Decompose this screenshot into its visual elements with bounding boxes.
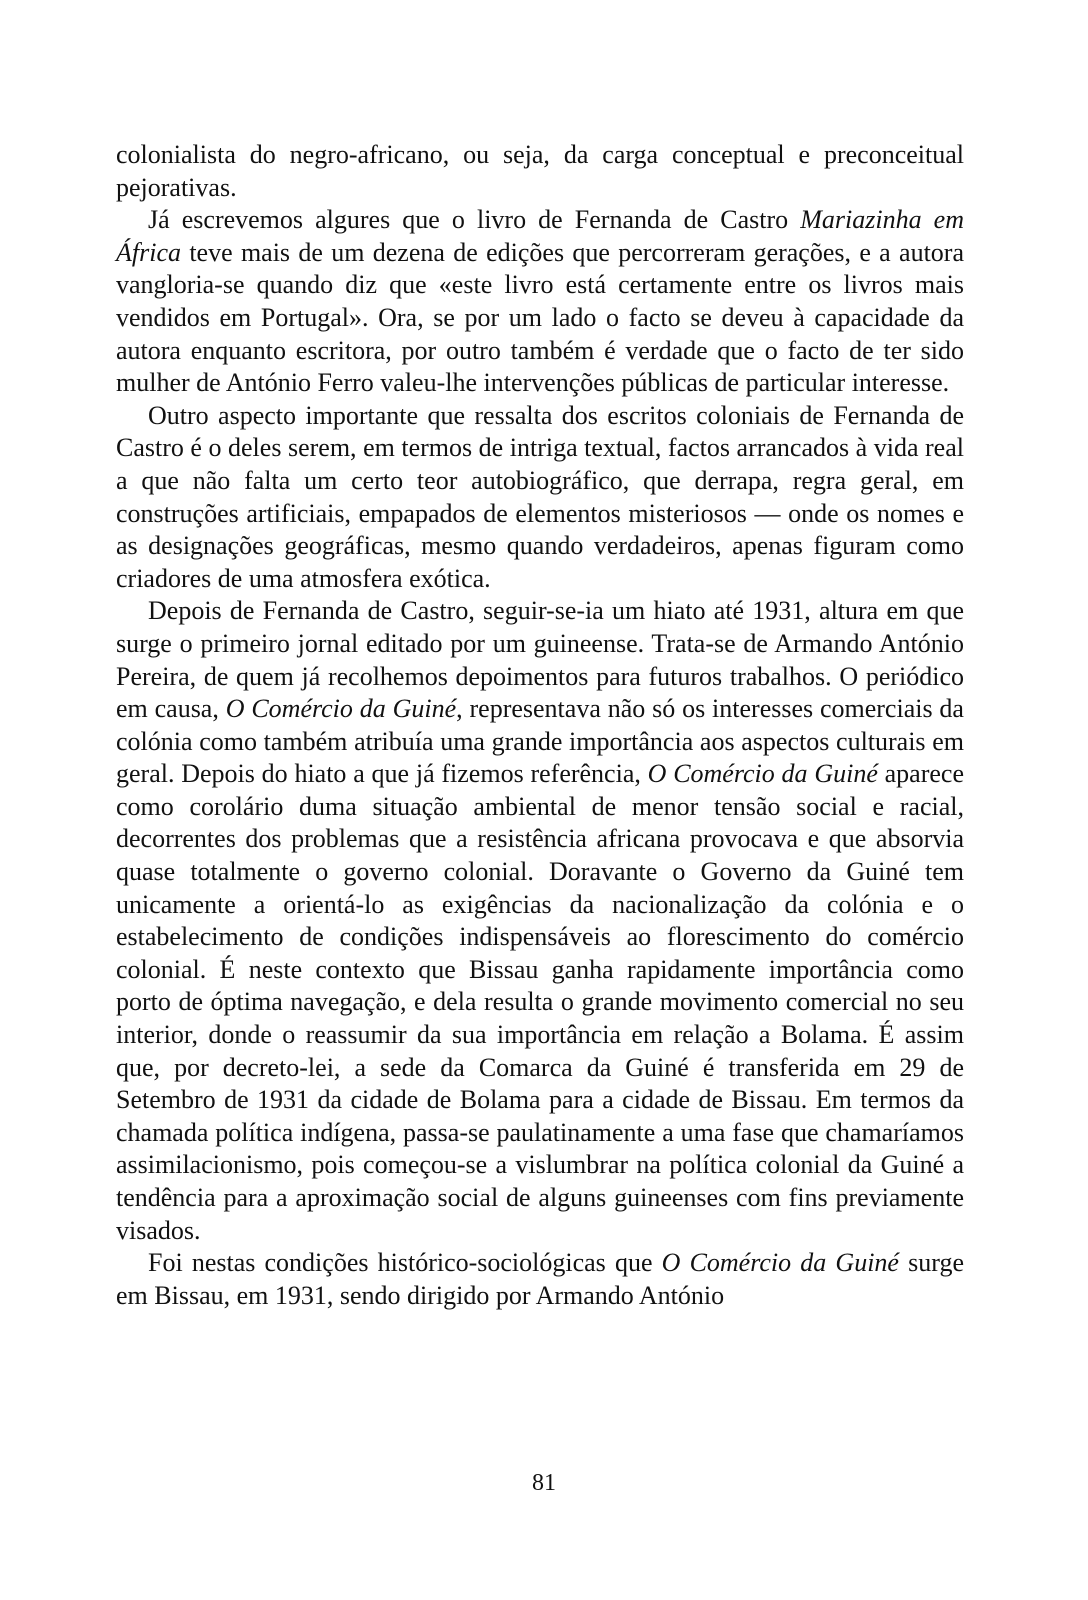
book-title-italic: Mariazinha em África [116,205,964,267]
paragraph-text: Foi nestas condições histórico-sociológicas que [148,1248,662,1278]
paragraph-2 [116,204,964,400]
newspaper-title-italic: O Comércio da Guiné [661,1248,899,1278]
paragraph-text: Já escrevemos algures que o livro de Fernanda de Castro [148,205,801,235]
body-text [116,139,964,1312]
paragraph-text: Depois de Fernanda de Castro, seguir-se-ia um hiato até 1931, altura em que surge o primeiro jornal editado por um guineense. Trata-se de Armando António Pereira, de quem já recolhemos depoimentos para futuros trabalhos. O periódico em causa, [116,596,964,724]
paragraph-text: Outro aspecto importante que ressalta dos escritos coloniais de Fernanda de Castro é o deles serem, em termos de intriga textual, factos arrancados à vida real a que não falta um certo teor autobiográfico, que derrapa, regra geral, em construções artificiais, empapados de elementos misteriosos — onde os nomes e as designações geográficas, mesmo quando verdadeiros, apenas figuram como criadores de uma atmosfera exótica. [116,400,964,593]
page-number: 81 [532,1470,556,1496]
newspaper-title-italic: O Comércio da Guiné [647,759,878,789]
paragraph-5 [116,1247,964,1312]
paragraph-1 [116,139,964,204]
paragraph-text: colonialista do negro-africano, ou seja, da carga conceptual e preconceitual pejorativas. [116,140,964,202]
paragraph-3 [116,400,964,596]
paragraph-4 [116,595,964,1247]
paragraph-text: teve mais de um dezena de edições que percorreram gerações, e a autora vangloria-se quando diz que «este livro está certamente entre os livros mais vendidos em Portugal». Ora, se por um lado o facto se deveu à capacidade da autora enquanto escritora, por outro também é verdade que o facto de ter sido mulher de António Ferro valeu-lhe intervenções públicas de particular interesse. [116,237,964,398]
paragraph-text: , representava não só os interesses comerciais da colónia como também atribuía uma grande importância aos aspectos culturais em geral. Depois do hiato a que já fizemos referência, [116,694,964,789]
newspaper-title-italic: O Comércio da Guiné [225,694,457,724]
paragraph-text: aparece como corolário duma situação ambiental de menor tensão social e racial, decorrentes dos problemas que a resistência africana provocava e que absorvia quase totalmente o governo colonial. Doravante o Governo da Guiné tem unicamente a orientá-lo as exigências da nacionalização da colónia e o estabelecimento de condições indispensáveis ao florescimento do comércio colonial. É neste contexto que Bissau ganha rapidamente importância como porto de óptima navegação, e dela resulta o grande movimento comercial no seu interior, donde o reassumir da sua importância em relação a Bolama. É assim que, por decreto-lei, a sede da Comarca da Guiné é transferida em 29 de Setembro de 1931 da cidade de Bolama para a cidade de Bissau. Em termos da chamada política indígena, passa-se paulatinamente a uma fase que chamaríamos assimilacionismo, pois começou-se a vislumbrar na política colonial da Guiné a tendência para a aproximação social de alguns guineenses com fins previamente visados. [116,759,964,1245]
paragraph-text: surge em Bissau, em 1931, sendo dirigido por Armando António [116,1248,964,1310]
